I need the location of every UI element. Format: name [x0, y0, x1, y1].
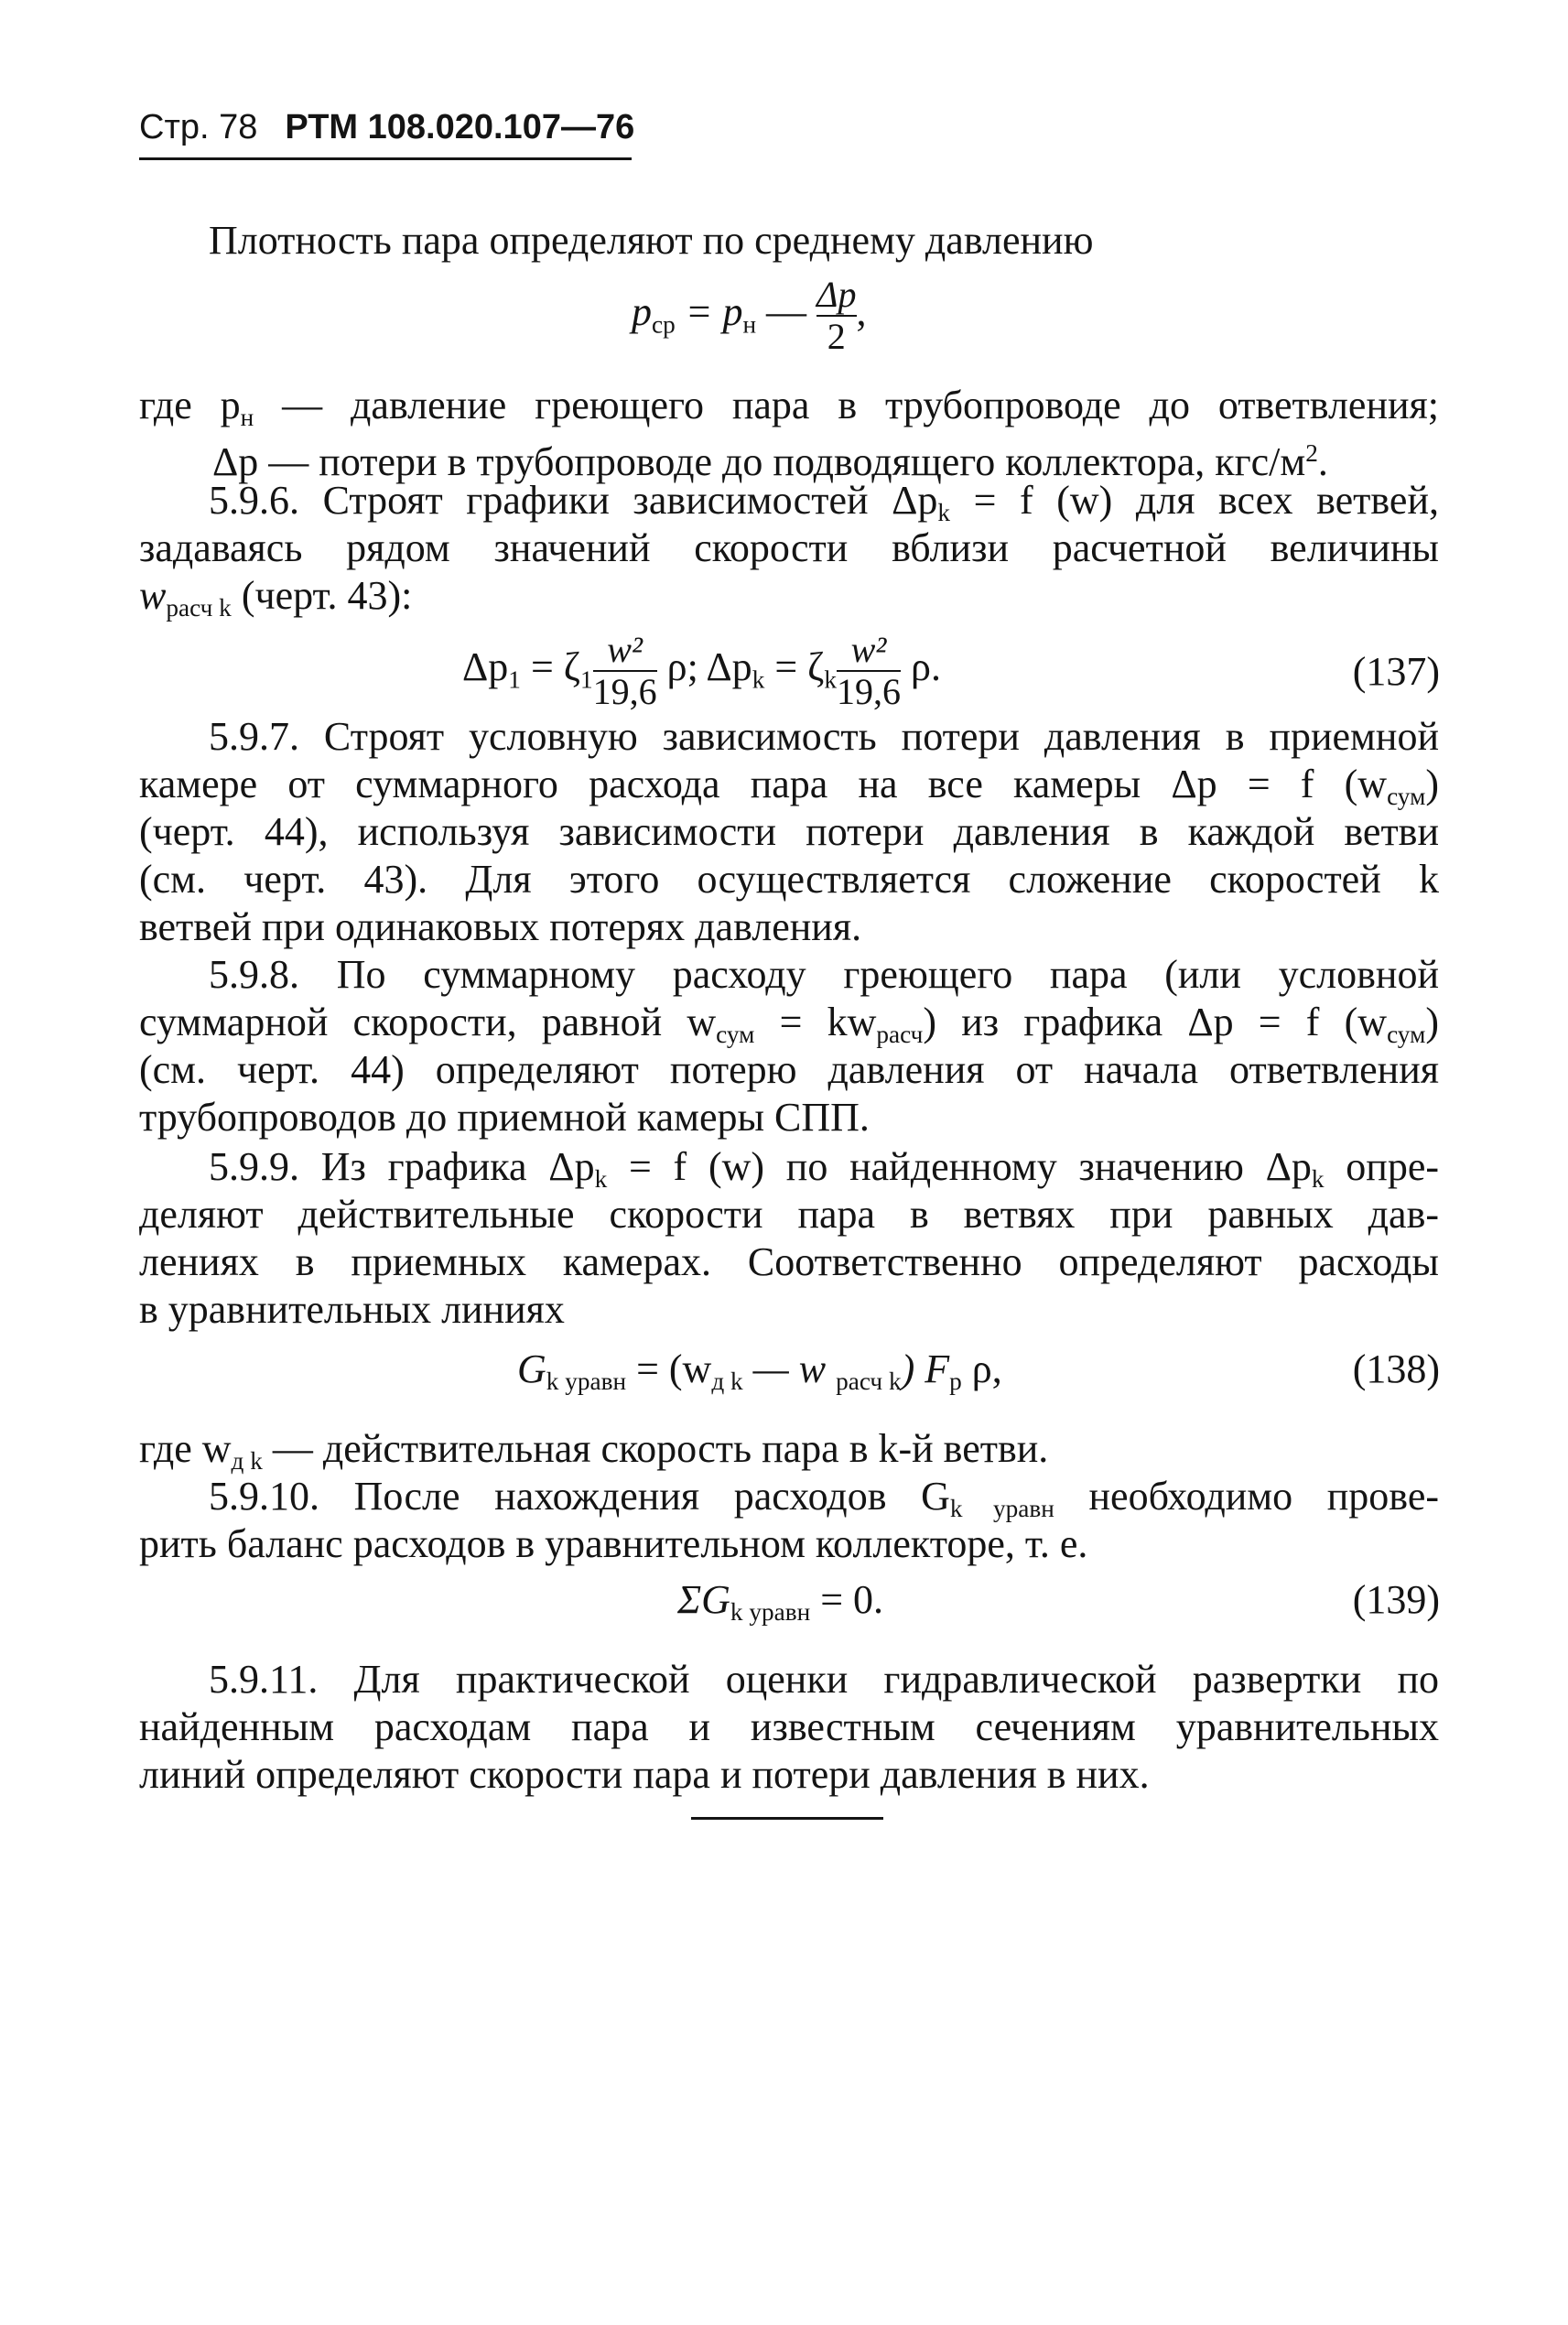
paragraph-5-9-8-line-3: (см. черт. 44) определяют потерю давления от начала ответвления	[139, 1047, 1439, 1092]
paragraph-5-9-7-line-4: (см. черт. 43). Для этого осуществляется сложение скоростей k	[139, 857, 1439, 902]
paragraph-5-9-6-line-3: $w_{расч k}$ (черт. 43):	[139, 573, 413, 622]
paragraph-5-9-11-line-3: линий определяют скорости пара и потери давления в них.	[139, 1752, 1150, 1797]
paragraph-5-9-11-line-1: 5.9.11. Для практической оценки гидравлической развертки по	[209, 1657, 1439, 1702]
equation-number-139: (139)	[1352, 1577, 1440, 1622]
formula-pcp: $p_{ср} = p_н$ — $\frac{\Delta p}{2}$ ,	[632, 274, 867, 357]
equation-137: $\Delta p_1 = \zeta_1$ $\frac{\text{w²}}{19,6}$ ρ; $\Delta p_k = \zeta_k$ $\frac{\text{w²}}{19,6}$ ρ.	[462, 629, 941, 712]
paragraph-5-9-9-line-3: лениях в приемных камерах. Соответственно определяют расходы	[139, 1239, 1439, 1284]
document-code: РТМ 108.020.107—76	[285, 108, 635, 146]
page-label: Стр. 78	[139, 108, 258, 146]
paragraph-5-9-9-line-2: деляют действительные скорости пара в ветвях при равных дав-	[139, 1192, 1439, 1237]
paragraph-5-9-9-line-1: 5.9.9. Из графика $\Delta p_k = f$ (w) по найденному значению $\Delta p_k$ опре-	[209, 1144, 1439, 1194]
equation-number-137: (137)	[1352, 649, 1440, 694]
paragraph-5-9-8-line-1: 5.9.8. По суммарному расходу греющего пара (или условной	[209, 952, 1439, 997]
paragraph-5-9-8-line-4: трубопроводов до приемной камеры СПП.	[139, 1095, 870, 1140]
equation-138: $G_{k уравн} = (w_{д k}$ — w $_{расч k}$) $F_р$ ρ,	[517, 1346, 1002, 1396]
paragraph-5-9-6-line-2: задаваясь рядом значений скорости вблизи расчетной величины	[139, 525, 1439, 570]
where-line-1: где $p_н$ — давление греющего пара в трубопроводе до ответвления;	[139, 383, 1439, 432]
paragraph-5-9-7-line-5: ветвей при одинаковых потерях давления.	[139, 904, 862, 949]
equation-139: $\Sigma G_{k уравн} = 0$.	[677, 1577, 884, 1627]
paragraph-5-9-7-line-3: (черт. 44), используя зависимости потери давления в каждой ветви	[139, 809, 1439, 854]
paragraph-5-9-6-line-1: 5.9.6. Строят графики зависимостей $\Delta p_k = f$ (w) для всех ветвей,	[209, 478, 1439, 527]
header-rule	[139, 157, 632, 160]
paragraph-5-9-8-line-2: суммарной скорости, равной $w_{сум} = kw_{расч}$) из графика Δp = f $(w_{сум})$	[139, 1000, 1439, 1049]
paragraph-5-9-9-line-4: в уравнительных линиях	[139, 1287, 565, 1332]
paragraph-density: Плотность пара определяют по среднему давлению	[209, 218, 1094, 263]
where-line-2: Δp — потери в трубопроводе до подводящего коллектора, кгс/$м^2$.	[212, 439, 1328, 484]
paragraph-5-9-10-line-2: рить баланс расходов в уравнительном коллекторе, т. е.	[139, 1521, 1088, 1566]
equation-number-138: (138)	[1352, 1346, 1440, 1391]
paragraph-5-9-11-line-2: найденным расходам пара и известным сечениям уравнительных	[139, 1704, 1439, 1749]
paragraph-5-9-7-line-2: камере от суммарного расхода пара на все камеры Δp = f $(w_{сум})$	[139, 762, 1439, 811]
where-line-3: где $w_{д k}$ — действительная скорость пара в k-й ветви.	[139, 1426, 1049, 1476]
paragraph-5-9-10-line-1: 5.9.10. После нахождения расходов $G_{k уравн}$ необходимо прове-	[209, 1474, 1440, 1523]
running-header	[139, 108, 634, 147]
end-rule	[691, 1817, 883, 1820]
paragraph-5-9-7-line-1: 5.9.7. Строят условную зависимость потери давления в приемной	[209, 714, 1439, 759]
